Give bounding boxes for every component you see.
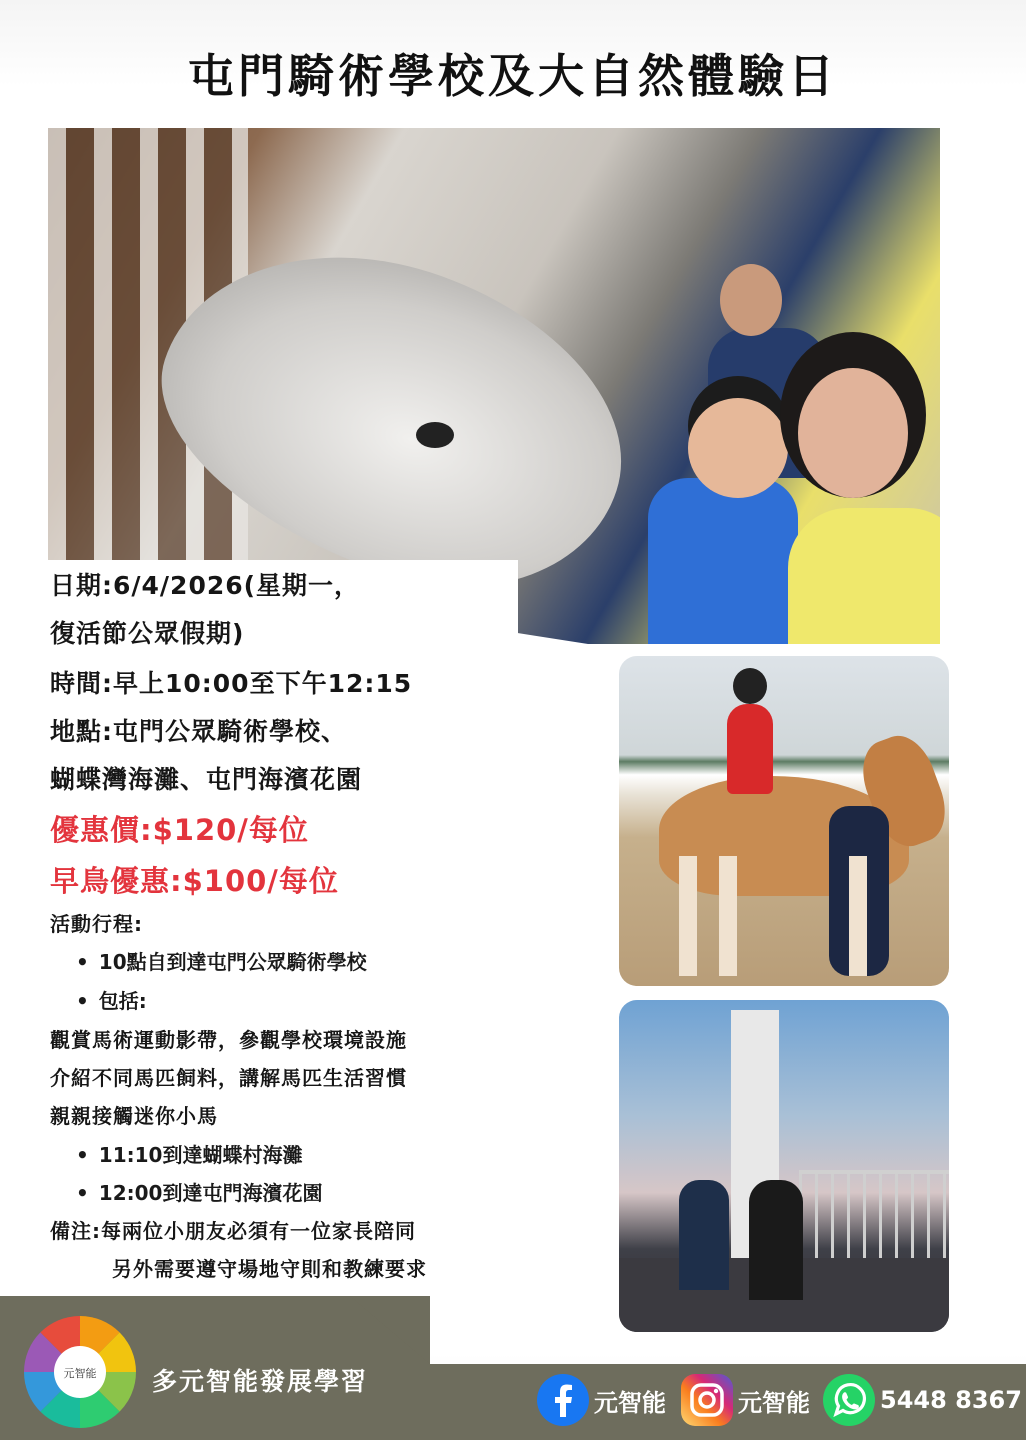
schedule-detail: 親親接觸迷你小馬 [50, 1104, 218, 1128]
date-line-1: 日期:6/4/2026(星期一， [50, 571, 361, 600]
venue-line-1: 地點:屯門公眾騎術學校、 [50, 717, 347, 746]
instagram-icon[interactable] [680, 1373, 734, 1427]
seaside-park-photo [619, 1000, 949, 1332]
schedule-item: • 10點自到達屯門公眾騎術學校 [76, 946, 367, 975]
brand-name: 多元智能發展學習 [152, 1367, 369, 1396]
note-line-1: 備注:每兩位小朋友必須有一位家長陪同 [50, 1219, 416, 1243]
early-bird-line: 早鳥優惠:$100/每位 [50, 864, 339, 898]
footer-slope [350, 1296, 430, 1364]
whatsapp-icon[interactable] [822, 1373, 876, 1427]
instagram-label: 元智能 [738, 1388, 810, 1417]
logo-wheel-icon [22, 1314, 138, 1430]
schedule-item: • 11:10到達蝴蝶村海灘 [76, 1139, 302, 1168]
logo-text: 元智能 [63, 1367, 97, 1380]
note-line-2: 另外需要遵守場地守則和教練要求 [112, 1257, 427, 1281]
schedule-detail: 介紹不同馬匹飼料，講解馬匹生活習慣 [50, 1066, 407, 1090]
date-line-2: 復活節公眾假期) [50, 619, 245, 648]
facebook-contact[interactable] [536, 1372, 666, 1428]
pony-ride-photo [619, 656, 949, 986]
instagram-contact[interactable] [680, 1372, 810, 1428]
time-line: 時間:早上10:00至下午12:15 [50, 669, 413, 698]
whatsapp-label: 5448 8367 [880, 1386, 1022, 1414]
schedule-item: • 12:00到達屯門海濱花園 [76, 1177, 322, 1206]
schedule-detail: 觀賞馬術運動影帶，參觀學校環境設施 [50, 1028, 407, 1052]
schedule-heading: 活動行程: [50, 912, 143, 936]
facebook-icon[interactable] [536, 1373, 590, 1427]
schedule-item: • 包括: [76, 985, 147, 1014]
venue-line-2: 蝴蝶灣海灘、屯門海濱花園 [50, 765, 363, 794]
whatsapp-contact[interactable] [822, 1372, 1022, 1428]
poster-title: 屯門騎術學校及大自然體驗日 [188, 49, 838, 103]
price-line: 優惠價:$120/每位 [50, 813, 309, 847]
facebook-label: 元智能 [594, 1388, 666, 1417]
